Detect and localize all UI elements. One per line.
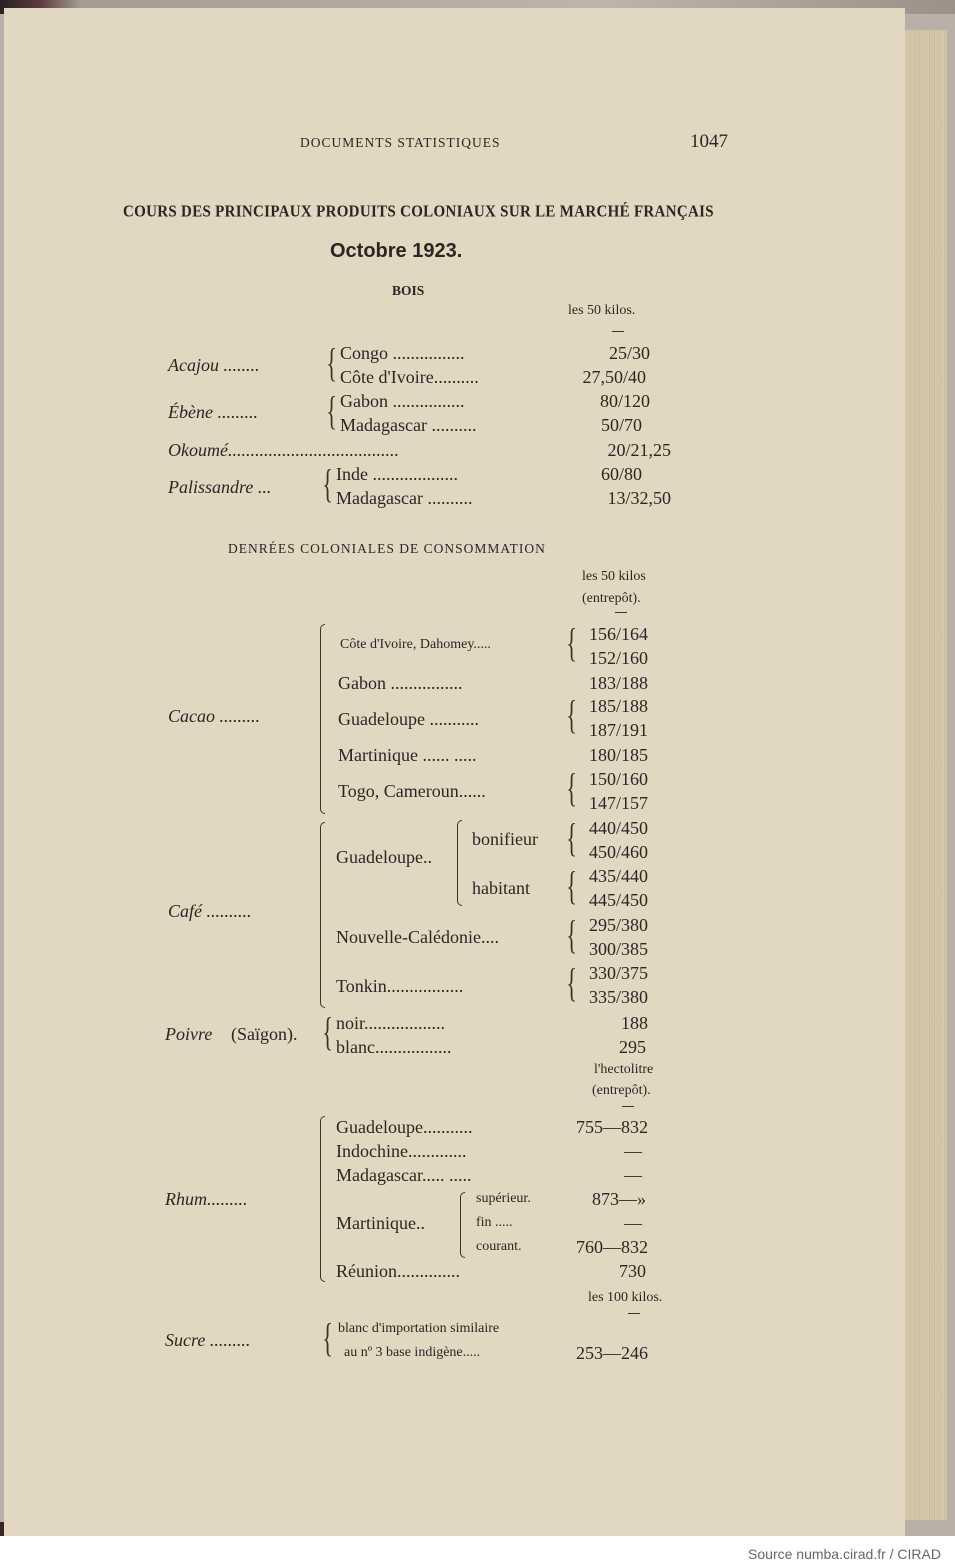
price: 25/30 [608,343,650,363]
poivre-place: (Saïgon). [231,1024,298,1044]
origin-name: Côte d'Ivoire.......... [340,367,479,387]
origin-name: Congo ................ [340,343,465,363]
price: 300/385 [588,939,648,959]
price: 188 [621,1013,648,1033]
price: 440/450 [588,818,648,838]
price: 755—832 [576,1117,648,1137]
page-number: 1047 [690,131,728,152]
brace-icon: { [322,461,333,506]
origin-name: Guadeloupe ........... [338,709,479,729]
sucre-line2: au nº 3 base indigène..... [344,1345,481,1360]
price: 80/120 [599,391,650,411]
price: 147/157 [588,793,648,813]
brace-icon: { [566,960,577,1005]
price: 873—» [592,1189,646,1209]
grade-name: bonifieur [472,829,538,849]
source-credit: Source numba.cirad.fr / CIRAD [748,1546,941,1562]
unit-line1: l'hectolitre [594,1062,654,1077]
section-heading-bois: BOIS [392,283,425,298]
product-okoume: Okoumé...................................... [168,440,399,460]
product-palissandre: Palissandre ... [168,477,272,497]
price: — [624,1165,642,1185]
unit-sucre: les 100 kilos. [588,1290,663,1305]
unit-line2: (entrepôt). [582,591,641,606]
brace-icon: { [326,340,337,385]
book-page [4,8,905,1536]
price: — [624,1213,642,1233]
price: — [624,1141,642,1161]
grade-name: courant. [476,1239,522,1254]
price: 185/188 [588,696,648,716]
brace-icon: { [566,863,577,908]
price: 330/375 [588,963,648,983]
product-ebene: Ébène ......... [168,402,258,422]
grade-name: habitant [472,878,530,898]
section-heading-denrees: DENRÉES COLONIALES DE CONSOMMATION [228,541,546,556]
origin-name: Togo, Cameroun...... [338,781,486,801]
price: 13/32,50 [607,488,671,508]
price: 760—832 [576,1237,648,1257]
price: 156/164 [588,624,648,644]
price: 180/185 [588,745,648,765]
origin-name: Guadeloupe........... [336,1117,473,1137]
price: 435/440 [588,866,648,886]
origin-name: Martinique ...... ..... [338,745,477,765]
unit-dash [615,612,627,613]
price: 187/191 [588,720,648,740]
price: 152/160 [588,648,648,668]
price: 150/160 [588,769,648,789]
origin-name: blanc................. [336,1037,452,1057]
brace-icon: { [566,765,577,810]
unit-line1: les 50 kilos [582,569,646,584]
origin-name: Madagascar..... ..... [336,1165,472,1185]
origin-martinique: Martinique.. [336,1213,425,1233]
brace-icon: { [566,620,577,665]
page-stack-edge [905,30,947,1520]
sucre-line1: blanc d'importation similaire [338,1321,500,1336]
brace-martinique-icon [460,1192,465,1258]
price: 20/21,25 [607,440,671,460]
price: 183/188 [588,673,648,693]
price: 27,50/40 [582,367,646,387]
origin-name: Nouvelle-Calédonie.... [336,927,499,947]
brace-icon: { [566,815,577,860]
origin-name: Madagascar .......... [340,415,477,435]
price: 50/70 [600,415,642,435]
origin-name: noir.................. [336,1013,446,1033]
brace-cafe-icon [320,822,325,1008]
origin-guadeloupe: Guadeloupe.. [336,847,432,867]
origin-name: Gabon ................ [340,391,465,411]
main-title: COURS DES PRINCIPAUX PRODUITS COLONIAUX SUR LE MARCHÉ FRANÇAIS [123,202,714,222]
unit-dash [612,331,624,332]
price: 253—246 [576,1343,648,1363]
origin-name: Indochine............. [336,1141,467,1161]
price: 335/380 [588,987,648,1007]
product-rhum: Rhum......... [165,1189,248,1209]
brace-rhum-icon [320,1116,325,1282]
product-poivre: Poivre [165,1024,213,1044]
unit-dash [622,1106,634,1107]
origin-name: Gabon ................ [338,673,463,693]
running-title: DOCUMENTS STATISTIQUES [300,135,501,150]
origin-name: Côte d'Ivoire, Dahomey..... [340,637,491,652]
origin-name: Inde ................... [336,464,458,484]
brace-icon: { [566,692,577,737]
grade-name: fin ..... [476,1215,513,1230]
origin-name: Tonkin................. [336,976,464,996]
unit-dash [628,1313,640,1314]
brace-icon: { [326,388,337,433]
product-acajou: Acajou ........ [168,355,260,375]
brace-cacao-icon [320,624,325,814]
product-sucre: Sucre ......... [165,1330,251,1350]
brace-icon: { [322,1315,333,1360]
origin-name: Réunion.............. [336,1261,460,1281]
date-title: Octobre 1923. [330,240,463,262]
price: 730 [619,1261,646,1281]
price: 60/80 [600,464,642,484]
grade-name: supérieur. [476,1191,531,1206]
price: 295/380 [588,915,648,935]
product-cacao: Cacao ......... [168,706,260,726]
brace-icon: { [322,1009,333,1054]
product-cafe: Café .......... [168,901,252,921]
price: 450/460 [588,842,648,862]
unit-bois: les 50 kilos. [568,303,636,318]
brace-guadeloupe-icon [457,820,462,906]
brace-icon: { [566,912,577,957]
price: 295 [619,1037,646,1057]
unit-line2: (entrepôt). [592,1083,651,1098]
origin-name: Madagascar .......... [336,488,473,508]
price: 445/450 [588,890,648,910]
